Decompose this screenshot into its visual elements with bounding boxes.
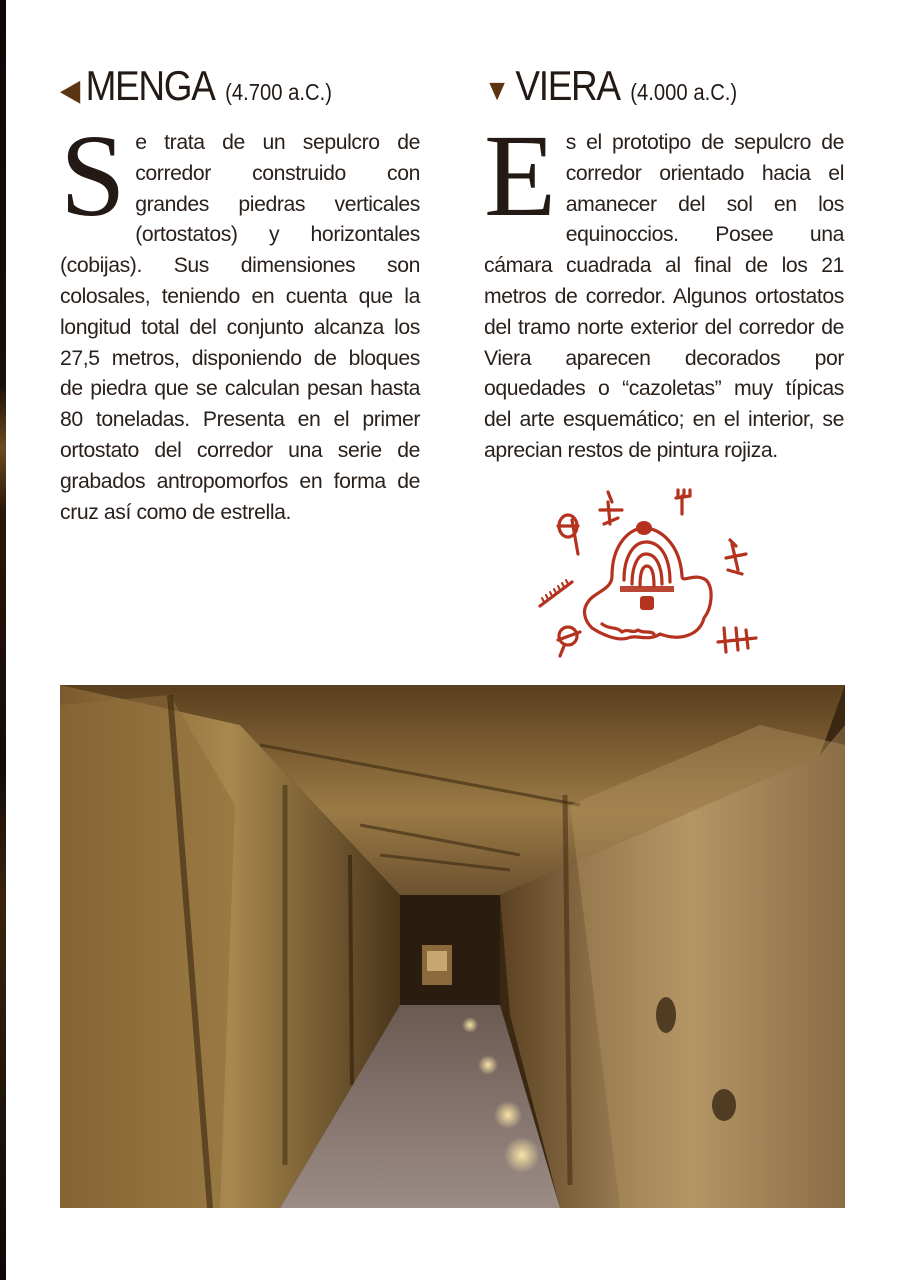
viera-section bbox=[484, 62, 844, 467]
menga-date: (4.700 a.C.) bbox=[225, 79, 332, 105]
petroglyph-illustration bbox=[532, 484, 758, 662]
menga-body bbox=[60, 110, 420, 528]
dolmen-corridor-photo bbox=[60, 685, 845, 1208]
down-triangle-icon: ▼ bbox=[484, 74, 511, 107]
viera-title: VIERA bbox=[515, 62, 620, 109]
left-triangle-icon: ◀ bbox=[60, 74, 81, 107]
menga-heading bbox=[60, 62, 377, 114]
menga-title: MENGA bbox=[85, 62, 215, 109]
menga-body-text: e trata de un sepulcro de corredor construido con grandes piedras verticales (ortostatos) y horizontales (cobijas). Sus dimensiones son colosales, teniendo en cuenta que la longitud total del conjunto alcanza los 27,5 metros, disponiendo de bloques de piedra que se calculan pesan hasta 80 toneladas. Presenta en el primer ortostato del corredor una serie de grabados antropomorfos en forma de cruz así como de estrella. bbox=[60, 131, 420, 524]
viera-date: (4.000 a.C.) bbox=[630, 79, 738, 105]
viera-heading bbox=[484, 62, 801, 114]
menga-dropcap: S bbox=[60, 110, 126, 241]
viera-dropcap: E bbox=[484, 110, 556, 241]
page-edge-strip bbox=[0, 0, 6, 1280]
viera-body bbox=[484, 110, 844, 467]
menga-section bbox=[60, 62, 420, 528]
viera-body-text: s el prototipo de sepulcro de corredor orientado hacia el amanecer del sol en los equinoccios. Posee una cámara cuadrada al final de los 21 metros de corredor. Algunos ortostatos del tramo norte exterior del corredor de Viera aparecen decorados por oquedades o “cazoletas” muy típicas del arte esquemático; en el interior, se aprecian restos de pintura rojiza. bbox=[484, 131, 844, 462]
